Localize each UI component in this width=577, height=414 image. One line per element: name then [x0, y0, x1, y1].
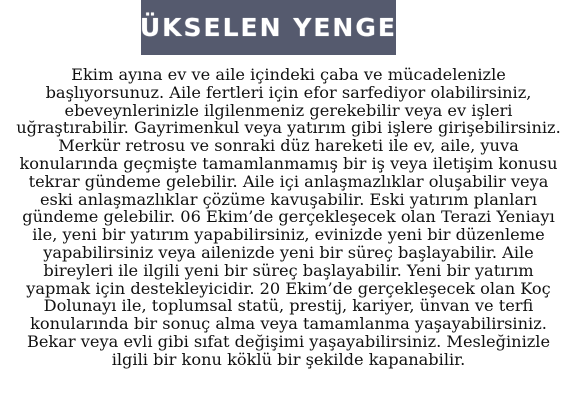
body-line: ile, yeni bir yatırım yapabilirsiniz, evinizde yeni bir düzenleme: [32, 225, 545, 245]
horoscope-body-text: [4, 66, 573, 369]
body-line: bireyleri ile ilgili yeni bir süreç başlayabilir. Yeni bir yatırım: [43, 260, 534, 280]
body-line: ebeveynlerinizle ilgilenmeniz gerekebilir veya ev işleri: [64, 100, 513, 120]
body-line: tekrar gündeme gelebilir. Aile içi anlaşmazlıklar oluşabilir veya: [28, 171, 549, 191]
body-line: başlıyorsunuz. Aile fertleri için efor sarfediyor olabilirsiniz,: [45, 82, 532, 102]
body-line: Dolunayı ile, toplumsal statü, prestij, kariyer, ünvan ve terfi: [43, 296, 534, 316]
body-line: Merkür retrosu ve sonraki düz hareketi ile ev, aile, yuva: [58, 136, 519, 156]
body-line: yapabilirsiniz veya ailenizde yeni bir süreç başlayabilir. Aile: [43, 242, 534, 262]
body-line: eski anlaşmazlıklar çözüme kavuşabilir. Eski yatırım planları: [39, 189, 538, 209]
body-line: konularında geçmişte tamamlanmamış bir iş veya iletişim konusu: [19, 153, 558, 173]
body-line: konularında bir sonuç alma veya tamamlanma yaşayabilirsiniz.: [30, 314, 547, 334]
body-line: Ekim ayına ev ve aile içindeki çaba ve mücadelenizle: [71, 65, 506, 84]
body-line: ilgili bir konu köklü bir şekilde kapanabilir.: [111, 349, 466, 369]
body-line: Bekar veya evli gibi sıfat değişimi yaşayabilirsiniz. Mesleğinizle: [26, 331, 551, 351]
body-line: yapmak için destekleyicidir. 20 Ekim’de gerçekleşecek olan Koç: [26, 278, 551, 298]
page-title: YÜKSELEN YENGEÇ: [119, 13, 418, 42]
body-line: gündeme gelebilir. 06 Ekim’de gerçekleşecek olan Terazi Yeniayı: [22, 207, 555, 227]
title-banner: [119, 0, 418, 55]
body-line: uğraştırabilir. Gayrimenkul veya yatırım gibi işlere girişebilirsiniz.: [16, 118, 561, 138]
